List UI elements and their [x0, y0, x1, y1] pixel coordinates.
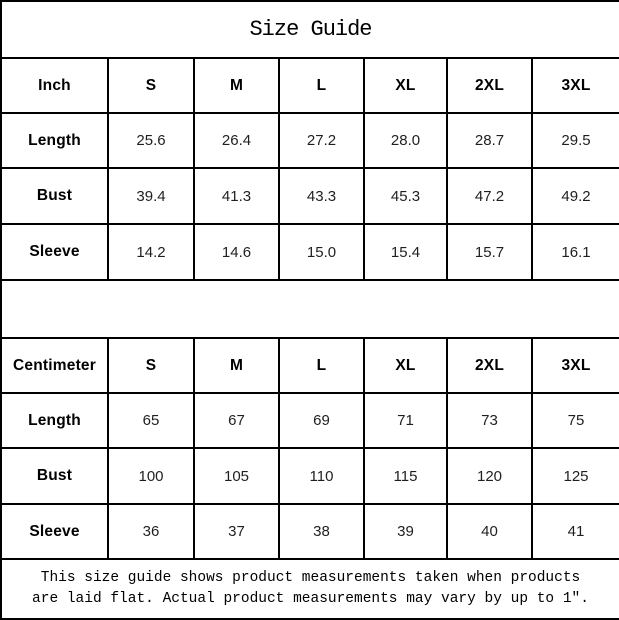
cm-col-header-l: L [279, 338, 364, 393]
row-label-sleeve: Sleeve [1, 224, 108, 280]
value-cell: 49.2 [532, 168, 619, 224]
value-cell: 43.3 [279, 168, 364, 224]
spacer-cell [1, 280, 619, 338]
value-cell: 45.3 [364, 168, 447, 224]
row-label-bust: Bust [1, 448, 108, 504]
value-cell: 39.4 [108, 168, 194, 224]
value-cell: 71 [364, 393, 447, 448]
spacer-row [1, 280, 619, 338]
value-cell: 16.1 [532, 224, 619, 280]
inch-col-header-3xl: 3XL [532, 58, 619, 113]
value-cell: 38 [279, 504, 364, 559]
value-cell: 29.5 [532, 113, 619, 168]
cm-sleeve-row [1, 504, 619, 559]
value-cell: 120 [447, 448, 532, 504]
value-cell: 28.7 [447, 113, 532, 168]
value-cell: 14.6 [194, 224, 279, 280]
cm-header-row [1, 338, 619, 393]
value-cell: 37 [194, 504, 279, 559]
row-label-sleeve: Sleeve [1, 504, 108, 559]
page-title: Size Guide [1, 1, 619, 58]
cm-unit-header: Centimeter [1, 338, 108, 393]
value-cell: 36 [108, 504, 194, 559]
cm-col-header-s: S [108, 338, 194, 393]
value-cell: 125 [532, 448, 619, 504]
inch-col-header-m: M [194, 58, 279, 113]
value-cell: 75 [532, 393, 619, 448]
inch-sleeve-row [1, 224, 619, 280]
value-cell: 69 [279, 393, 364, 448]
inch-unit-header: Inch [1, 58, 108, 113]
value-cell: 73 [447, 393, 532, 448]
row-label-length: Length [1, 393, 108, 448]
footer-row [1, 559, 619, 619]
value-cell: 105 [194, 448, 279, 504]
value-cell: 25.6 [108, 113, 194, 168]
cm-bust-row [1, 448, 619, 504]
value-cell: 47.2 [447, 168, 532, 224]
cm-col-header-m: M [194, 338, 279, 393]
value-cell: 100 [108, 448, 194, 504]
value-cell: 14.2 [108, 224, 194, 280]
value-cell: 110 [279, 448, 364, 504]
value-cell: 67 [194, 393, 279, 448]
value-cell: 15.7 [447, 224, 532, 280]
cm-col-header-3xl: 3XL [532, 338, 619, 393]
inch-length-row [1, 113, 619, 168]
cm-col-header-xl: XL [364, 338, 447, 393]
value-cell: 28.0 [364, 113, 447, 168]
value-cell: 115 [364, 448, 447, 504]
row-label-length: Length [1, 113, 108, 168]
value-cell: 41 [532, 504, 619, 559]
value-cell: 27.2 [279, 113, 364, 168]
footer-note-line2: are laid flat. Actual product measurements may vary by up to 1″. [32, 591, 589, 607]
inch-col-header-2xl: 2XL [447, 58, 532, 113]
value-cell: 26.4 [194, 113, 279, 168]
footer-note-line1: This size guide shows product measurements taken when products [40, 570, 581, 586]
inch-bust-row [1, 168, 619, 224]
title-row [1, 1, 619, 58]
value-cell: 15.4 [364, 224, 447, 280]
row-label-bust: Bust [1, 168, 108, 224]
footer-note [1, 559, 619, 619]
value-cell: 65 [108, 393, 194, 448]
value-cell: 41.3 [194, 168, 279, 224]
value-cell: 39 [364, 504, 447, 559]
inch-header-row [1, 58, 619, 113]
value-cell: 40 [447, 504, 532, 559]
inch-col-header-l: L [279, 58, 364, 113]
value-cell: 15.0 [279, 224, 364, 280]
inch-col-header-s: S [108, 58, 194, 113]
cm-length-row [1, 393, 619, 448]
cm-col-header-2xl: 2XL [447, 338, 532, 393]
inch-col-header-xl: XL [364, 58, 447, 113]
